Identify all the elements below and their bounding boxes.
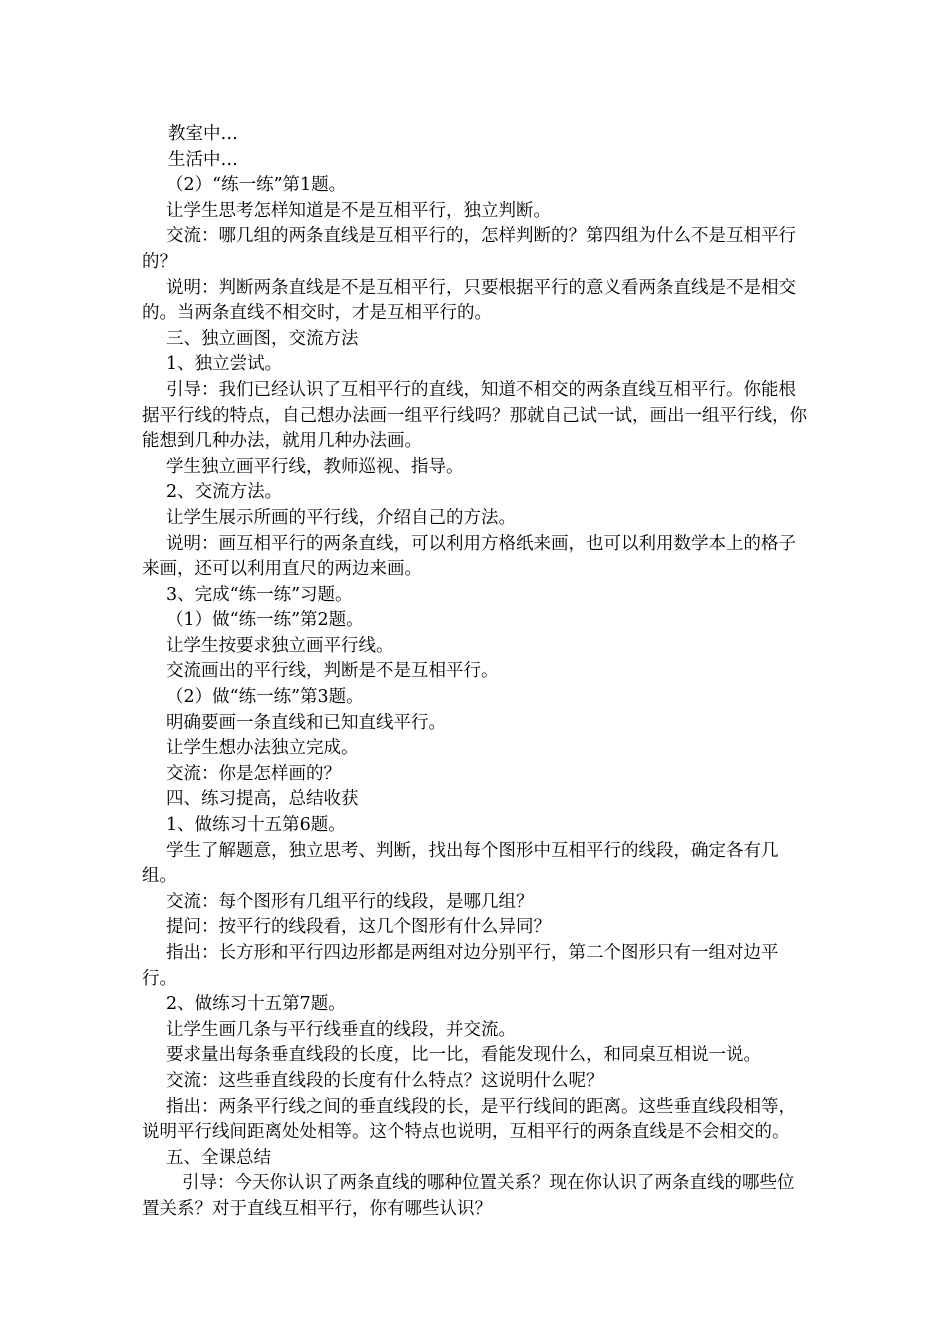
paragraph: （2）“练一练”第1题。	[166, 175, 347, 196]
paragraph: （2）做“练一练”第3题。	[166, 687, 364, 708]
paragraph: 让学生画几条与平行线垂直的线段，并交流。	[166, 1019, 516, 1040]
paragraph: 提问：按平行的线段看，这几个图形有什么异同？	[166, 917, 551, 938]
document-page	[142, 122, 810, 1223]
paragraph: 明确要画一条直线和已知直线平行。	[166, 712, 446, 733]
paragraph: 2、做练习十五第7题。	[166, 994, 346, 1015]
paragraph: 学生了解题意，独立思考、判断，找出每个图形中互相平行的线段，确定各有几组。	[142, 840, 779, 887]
paragraph: 学生独立画平行线，教师巡视、指导。	[166, 456, 464, 477]
paragraph: 3、完成“练一练”习题。	[166, 584, 353, 605]
paragraph: 指出：长方形和平行四边形都是两组对边分别平行，第二个图形只有一组对边平行。	[142, 943, 779, 989]
paragraph: 生活中…	[168, 149, 238, 170]
paragraph: 说明：判断两条直线是不是互相平行，只要根据平行的意义看两条直线是不是相交的。当两条直线不相交时，才是互相平行的。	[142, 277, 796, 324]
paragraph: 1、做练习十五第6题。	[166, 815, 346, 836]
paragraph: 指出：两条平行线之间的垂直线段的长，是平行线间的距离。这些垂直线段相等，说明平行线间距离处处相等。这个特点也说明，互相平行的两条直线是不会相交的。	[142, 1096, 796, 1143]
paragraph: （1）做“练一练”第2题。	[166, 610, 364, 631]
paragraph: 交流画出的平行线，判断是不是互相平行。	[166, 661, 499, 682]
paragraph: 2、交流方法。	[166, 482, 283, 503]
paragraph: 交流：哪几组的两条直线是互相平行的，怎样判断的？第四组为什么不是互相平行的？	[142, 226, 796, 272]
paragraph: 引导：今天你认识了两条直线的哪种位置关系？现在你认识了两条直线的哪些位置关系？对于直线互相平行，你有哪些认识？	[142, 1173, 795, 1219]
paragraph: 交流：每个图形有几组平行的线段，是哪几组？	[166, 891, 534, 912]
paragraph: 说明：画互相平行的两条直线，可以利用方格纸来画，也可以利用数学本上的格子来画，还可以利用直尺的两边来画。	[142, 533, 796, 580]
section-heading: 三、独立画图，交流方法	[166, 328, 359, 349]
paragraph: 让学生展示所画的平行线，介绍自己的方法。	[166, 507, 516, 528]
paragraph: 让学生思考怎样知道是不是互相平行，独立判断。	[166, 200, 551, 221]
paragraph: 引导：我们已经认识了互相平行的直线，知道不相交的两条直线互相平行。你能根据平行线的特点，自己想办法画一组平行线吗？那就自己试一试，画出一组平行线，你能想到几种办法，就用几种办法画。	[142, 379, 807, 452]
paragraph: 交流：这些垂直线段的长度有什么特点？这说明什么呢？	[166, 1070, 604, 1091]
paragraph: 让学生按要求独立画平行线。	[166, 635, 394, 656]
paragraph: 教室中…	[168, 124, 238, 144]
paragraph: 要求量出每条垂直线段的长度，比一比，看能发现什么，和同桌互相说一说。	[166, 1045, 761, 1066]
paragraph: 1、独立尝试。	[166, 354, 283, 375]
section-heading: 四、练习提高，总结收获	[166, 789, 359, 810]
paragraph: 交流：你是怎样画的？	[166, 763, 341, 784]
paragraph: 让学生想办法独立完成。	[166, 738, 359, 759]
section-heading: 五、全课总结	[166, 1147, 271, 1168]
